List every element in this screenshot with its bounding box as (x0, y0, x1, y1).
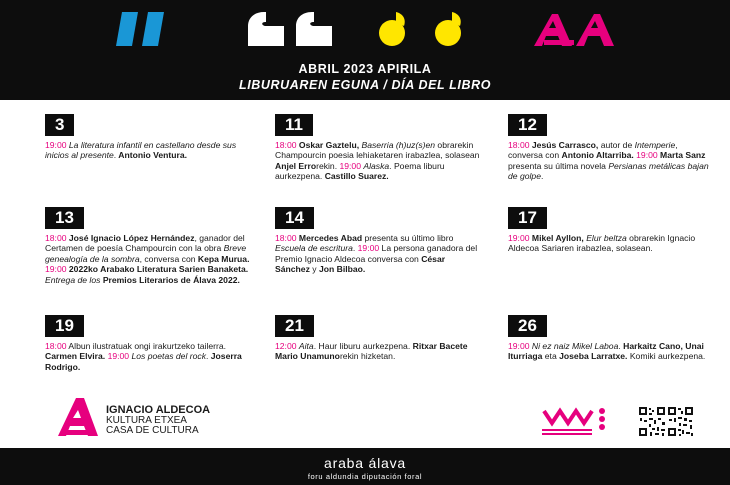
header-title-1: ABRIL 2023 APIRILA (298, 62, 432, 76)
event-text (508, 233, 713, 254)
event-text (508, 341, 713, 362)
event-text-segment: , conversa con (139, 253, 198, 264)
event-time: 19:00 (105, 351, 132, 362)
event-time: 18:00 (275, 233, 299, 243)
event-text-segment: Elur beltza (586, 233, 627, 243)
event-text-segment: Alaska (363, 160, 390, 171)
event-text-segment: Kepa Murua. (197, 253, 250, 264)
event-text (45, 140, 250, 161)
event-day-14 (275, 207, 480, 275)
ignacio-aldecoa-text (106, 405, 210, 437)
event-time: 18:00 (508, 140, 532, 150)
event-day-26 (508, 315, 713, 362)
event-time: 19:00 (633, 150, 661, 161)
event-text-segment: Ni ez naiz Mikel Laboa (531, 341, 619, 351)
yellow-quote-icon (374, 12, 470, 46)
event-text-segment: y (309, 264, 319, 275)
event-day-3 (45, 114, 250, 161)
event-text-segment: . (540, 171, 544, 182)
diputacion-foral-subtitle: foru aldundia diputación foral (307, 472, 423, 481)
event-text-segment: presenta su última novela (508, 160, 609, 171)
event-text (275, 140, 480, 182)
partner-logo-icon (540, 405, 614, 437)
event-text (275, 233, 480, 275)
day-badge: 21 (275, 315, 314, 337)
event-day-17 (508, 207, 713, 254)
day-badge: 17 (508, 207, 547, 229)
event-day-11 (275, 114, 480, 182)
event-text-segment: Antonio Altarriba. (561, 150, 634, 161)
event-text-segment: . Poema liburu aurkezpena. (275, 160, 445, 182)
event-time: 19:00 (508, 341, 532, 351)
qr-code-icon (638, 406, 694, 438)
day-badge: 3 (45, 114, 74, 136)
event-time: 12:00 (275, 341, 299, 351)
event-text-segment: . (618, 341, 621, 351)
event-text-segment: Persianas metálicas bajan de golpe (508, 160, 709, 182)
event-text-segment: Castillo Suarez. (324, 171, 389, 182)
event-text-segment: Entrega de los (45, 274, 103, 285)
event-text-segment: Mercedes Abad (298, 233, 363, 243)
white-quote-icon (248, 12, 336, 46)
event-text-segment: Mikel Ayllon, (531, 233, 587, 243)
event-text-segment: . (352, 243, 356, 254)
event-text-segment: Jesús Carrasco, (531, 140, 601, 150)
ia-line2: KULTURA ETXEA (106, 414, 187, 426)
event-time: 18:00 (275, 140, 299, 150)
event-text (45, 341, 250, 372)
day-badge: 14 (275, 207, 314, 229)
event-time: 18:00 (45, 233, 69, 243)
event-text-segment: Antonio Ventura. (116, 150, 188, 161)
event-text-segment: Joserra Rodrigo. (45, 351, 242, 372)
event-time: 19:00 (508, 233, 532, 243)
event-day-21 (275, 315, 480, 362)
event-text-segment: Ritxar Bacete Mario Unamuno (275, 341, 468, 362)
event-text-segment: Anjel Erro (275, 160, 317, 171)
event-text-segment: La persona ganadora del Premio Ignacio Aldecoa conversa con (275, 243, 478, 264)
event-text-segment: Breve genealogía de la sombra (45, 243, 247, 264)
header-title-2: LIBURUAREN EGUNA / DÍA DEL LIBRO (238, 78, 492, 92)
event-day-19 (45, 315, 250, 372)
event-text-segment: Jon Bilbao. (318, 264, 366, 275)
event-text-segment: Joseba Larratxe. (559, 351, 628, 362)
event-text-segment: Los poetas del rock (131, 351, 206, 362)
magenta-aa-icon (532, 12, 616, 46)
event-text-segment: obrarekin Ignacio Aldecoa Sariaren irabazlea, solasean. (508, 233, 696, 254)
event-time: 19:00 (45, 140, 69, 150)
event-text-segment: 2022ko Arabako Literatura Sarien Banaketa. (68, 264, 249, 275)
araba-alava-name: araba álava (324, 455, 406, 471)
event-text-segment: obrarekin Champourcin poesia lehiaketaren irabazlea, solasean (275, 140, 480, 161)
event-day-12 (508, 114, 713, 182)
event-time: 18:00 (45, 341, 69, 351)
event-text-segment: rekin hizketan. (339, 351, 396, 362)
event-text-segment: , ganador del Certamen de poesía Champourcin con la obra (45, 233, 245, 254)
event-text-segment: rekin. (316, 160, 338, 171)
event-text-segment: presenta su último libro (362, 233, 454, 243)
event-text-segment: Albun ilustratuak ongi irakurtzeko tailerra. (68, 341, 227, 351)
event-text-segment: . Haur liburu aurkezpena. (313, 341, 413, 351)
event-text (508, 140, 713, 182)
event-text (275, 341, 480, 362)
event-text-segment: Carmen Elvira. (45, 351, 106, 362)
event-text-segment: Baserria (h)uz(s)en (361, 140, 436, 150)
ia-line3: CASA DE CULTURA (106, 425, 199, 436)
blue-quote-icon (116, 12, 172, 46)
event-time: 19:00 (337, 160, 364, 171)
event-text-segment: Oskar Gaztelu, (298, 140, 362, 150)
event-day-13 (45, 207, 250, 285)
event-text-segment: Marta Sanz (660, 150, 706, 161)
event-text-segment: Aita (298, 341, 314, 351)
ia-name: IGNACIO ALDECOA (106, 404, 211, 416)
event-text-segment: César Sánchez (275, 253, 446, 275)
event-text-segment: Escuela de escritura (275, 243, 353, 254)
event-text-segment: . (113, 150, 117, 161)
event-text-segment: Komiki aurkezpena. (627, 351, 706, 362)
day-badge: 19 (45, 315, 84, 337)
event-text-segment: Intemperie (634, 140, 676, 150)
ignacio-aldecoa-logo-icon (58, 398, 98, 436)
event-text-segment: Premios Literarios de Álava 2022. (102, 274, 240, 285)
day-badge: 11 (275, 114, 313, 136)
event-text-segment: , conversa con (508, 140, 678, 161)
event-text-segment: Harkaitz Cano, Unai Iturriaga (508, 341, 704, 362)
event-text-segment: La literatura infantil en castellano desde sus inicios al presente (45, 140, 237, 161)
event-text-segment: José Ignacio López Hernández (68, 233, 195, 243)
event-time: 19:00 (45, 264, 69, 275)
event-text-segment: autor de (600, 140, 635, 150)
day-badge: 26 (508, 315, 547, 337)
day-badge: 13 (45, 207, 84, 229)
day-badge: 12 (508, 114, 547, 136)
event-text-segment: . (206, 351, 211, 362)
event-text (45, 233, 250, 285)
event-time: 19:00 (355, 243, 382, 254)
event-text-segment: eta (542, 351, 560, 362)
